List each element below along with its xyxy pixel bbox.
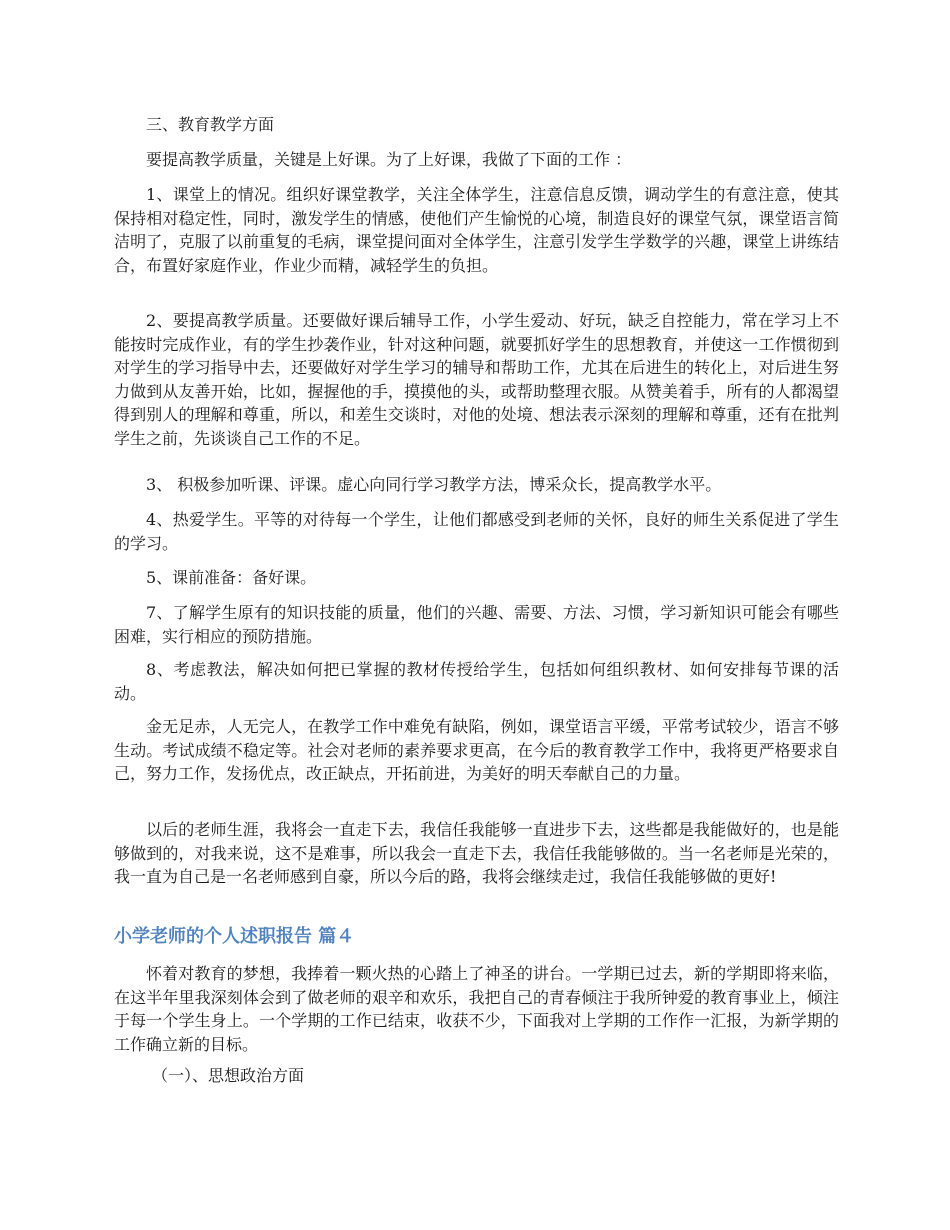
- subsection-title-political: （一）、思想政治方面: [152, 1066, 305, 1085]
- paragraph-item-8: 8、考虑教法，解决如何把已掌握的教材传授给学生，包括如何组织教材、如何安排每节课的活动。: [114, 660, 839, 703]
- paragraph-item-7: 7、了解学生原有的知识技能的质量，他们的兴趣、需要、方法、习惯，学习新知识可能会有哪些困难，实行相应的预防措施。: [114, 603, 839, 646]
- paragraph-item-4: 4、热爱学生。平等的对待每一个学生，让他们都感受到老师的关怀，良好的师生关系促进了学生的学习。: [114, 510, 839, 553]
- section-heading: 小学老师的个人述职报告 篇４: [114, 926, 355, 947]
- paragraph-item-5: 5、课前准备：备好课。: [146, 568, 317, 587]
- paragraph-opening: 怀着对教育的梦想，我捧着一颗火热的心踏上了神圣的讲台。一学期已过去，新的学期即将来临，在这半年里我深刻体会到了做老师的艰辛和欢乐，我把自己的青春倾注于我所钟爱的教育事业上，倾注于每一个学生身上。一个学期的工作已结束，收获不少，下面我对上学期的工作作一汇报，为新学期的工作确立新的目标。: [114, 964, 839, 1054]
- paragraph-reflection: 金无足赤，人无完人，在教学工作中难免有缺陷，例如，课堂语言平缓，平常考试较少，语言不够生动。考试成绩不稳定等。社会对老师的素养要求更高，在今后的教育教学工作中，我将更严格要求自己，努力工作，发扬优点，改正缺点，开拓前进，为美好的明天奉献自己的力量。: [114, 717, 839, 783]
- paragraph-item-2: 2、要提高教学质量。还要做好课后辅导工作，小学生爱动、好玩，缺乏自控能力，常在学习上不能按时完成作业，有的学生抄袭作业，针对这种问题，就要抓好学生的思想教育，并使这一工作惯彻到对学生的学习指导中去，还要做好对学生学习的辅导和帮助工作，尤其在后进生的转化上，对后进生努力做到从友善开始，比如，握握他的手，摸摸他的头，或帮助整理衣服。从赞美着手，所有的人都渴望得到别人的理解和尊重，所以，和差生交谈时，对他的处境、想法表示深刻的理解和尊重，还有在批判学生之前，先谈谈自己工作的不足。: [114, 311, 839, 448]
- paragraph-item-1: 1、课堂上的情况。组织好课堂教学，关注全体学生，注意信息反馈，调动学生的有意注意，使其保持相对稳定性，同时，激发学生的情感，使他们产生愉悦的心境，制造良好的课堂气氛，课堂语言简洁明了，克服了以前重复的毛病，课堂提问面对全体学生，注意引发学生学数学的兴趣，课堂上讲练结合，布置好家庭作业，作业少而精，减轻学生的负担。: [114, 185, 839, 275]
- paragraph-intro: 要提高教学质量，关键是上好课。为了上好课，我做了下面的工作 ：: [146, 150, 632, 169]
- paragraph-conclusion: 以后的老师生涯，我将会一直走下去，我信任我能够一直进步下去，这些都是我能做好的，也是能够做到的，对我来说，这不是难事，所以我会一直走下去，我信任我能够做的。当一名老师是光荣的，我一直为自己是一名老师感到自豪，所以今后的路，我将会继续走过，我信任我能够做的更好!: [114, 820, 839, 886]
- paragraph-item-3: 3、 积极参加听课、评课。虚心向同行学习教学方法，博采众长，提高教学水平。: [146, 475, 722, 494]
- section-title-teaching: 三、教育教学方面: [146, 115, 275, 134]
